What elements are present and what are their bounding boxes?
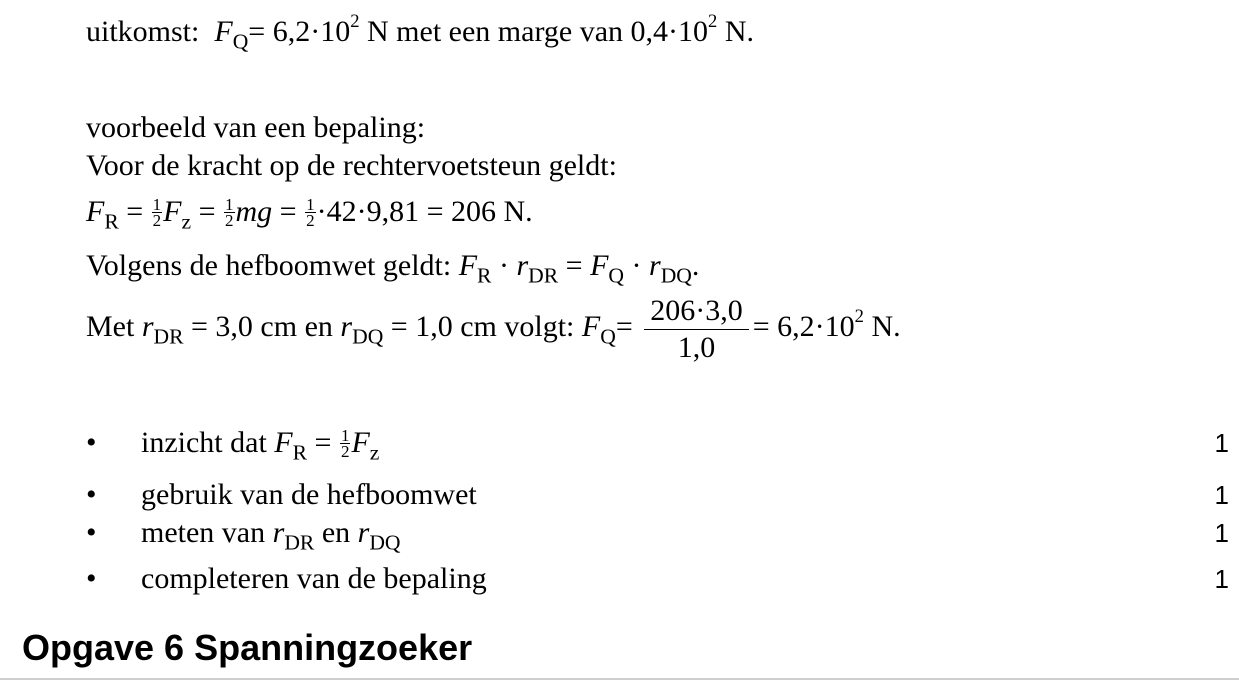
result-line [86, 11, 754, 54]
criterion-item [86, 425, 1229, 465]
equals: = [118, 195, 151, 228]
subscript-dq: DQ [660, 263, 692, 288]
subscript-r: R [104, 209, 119, 234]
force-symbol: F [86, 195, 105, 228]
arm-symbol: r [516, 249, 529, 282]
subscript-z: z [369, 440, 380, 465]
force-symbol: F [581, 310, 601, 343]
subscript-r: R [477, 263, 492, 288]
criterion-text: completeren van de bepaling [141, 562, 487, 595]
fraction-half [152, 194, 163, 230]
denominator: 2 [225, 210, 234, 230]
calc-text: = 3,0 cm en [183, 310, 341, 343]
equals: = [558, 249, 591, 282]
bullet-icon: • [86, 478, 97, 511]
lever-law-line [86, 248, 700, 288]
equals: = [307, 426, 339, 459]
force-statement: Voor de kracht op de rechtervoetsteun geldt: [86, 149, 617, 182]
subscript-z: z [181, 209, 192, 234]
arm-symbol: r [141, 310, 154, 343]
fraction-half [224, 194, 235, 230]
force-symbol: F [163, 195, 182, 228]
numerator: 206·3,0 [644, 293, 749, 330]
calc-text: = 1,0 cm volgt: [383, 310, 582, 343]
subscript-r: R [292, 440, 308, 465]
calculation-line [86, 290, 901, 366]
period: . [691, 249, 700, 282]
arm-symbol: r [272, 516, 285, 549]
force-symbol: F [590, 249, 609, 282]
bullet-icon: • [86, 426, 97, 459]
criterion-item [86, 561, 1229, 597]
subscript-dr: DR [153, 324, 184, 349]
score-value: 1 [1214, 564, 1229, 594]
calc-result: = 6,2·10 [752, 310, 855, 343]
numerator: 1 [306, 194, 315, 214]
numerator: 1 [340, 425, 350, 445]
denominator: 2 [152, 210, 162, 230]
lever-law-text: Volgens de hefboomwet geldt: [86, 249, 459, 282]
subscript-dq: DQ [352, 324, 384, 349]
subscript-q: Q [600, 324, 616, 349]
fraction-half [340, 425, 351, 461]
criterion-label: inzicht dat [141, 426, 275, 459]
unit-text: N. [863, 310, 901, 343]
denominator: 2 [340, 441, 350, 461]
equals: = [272, 195, 305, 228]
mass-gravity: mg [235, 195, 273, 228]
subscript-q: Q [232, 29, 249, 54]
divider [0, 678, 1239, 680]
force-symbol: F [274, 426, 293, 459]
equals: = [191, 195, 223, 228]
margin-text: N met een marge van 0,4·10 [359, 15, 709, 48]
criterion-text [141, 425, 380, 465]
arm-symbol: r [357, 516, 370, 549]
exponent: 2 [708, 11, 718, 33]
bullet-icon: • [86, 516, 97, 549]
denominator: 1,0 [677, 330, 716, 364]
result-value: = 6,2·10 [248, 15, 351, 48]
score-value: 1 [1214, 428, 1229, 458]
numerator: 1 [152, 194, 162, 214]
equation-weight-split [86, 194, 533, 234]
example-intro: voorbeeld van een bepaling: [86, 111, 426, 144]
numerator: 1 [225, 194, 234, 214]
subscript-q: Q [608, 263, 624, 288]
subscript-dr: DR [528, 263, 559, 288]
calc-text: Met [86, 310, 142, 343]
force-symbol: F [351, 426, 370, 459]
section-heading: Opgave 6 Spanningzoeker [22, 627, 473, 668]
criterion-item [86, 515, 1229, 555]
equals: = [615, 310, 641, 343]
bullet-icon: • [86, 562, 97, 595]
arm-symbol: r [649, 249, 661, 282]
times: · [624, 249, 649, 282]
criterion-label: en [314, 516, 358, 549]
arm-symbol: r [340, 310, 353, 343]
fraction-calculation [644, 293, 749, 366]
subscript-dr: DR [284, 530, 315, 555]
score-value: 1 [1214, 518, 1229, 548]
criterion-text: gebruik van de hefboomwet [141, 478, 477, 511]
criterion-label: meten van [141, 516, 273, 549]
exponent: 2 [854, 306, 864, 328]
unit-text: N. [717, 15, 754, 48]
subscript-dq: DQ [369, 530, 401, 555]
fraction-half [305, 194, 316, 230]
force-symbol: F [214, 15, 233, 48]
criterion-text [141, 515, 401, 555]
weight-calculation: ·42·9,81 = 206 N. [316, 195, 533, 228]
denominator: 2 [306, 210, 315, 230]
times: · [491, 249, 517, 282]
score-value: 1 [1214, 480, 1229, 510]
exponent: 2 [350, 11, 360, 33]
criterion-item [86, 477, 1229, 513]
force-symbol: F [458, 249, 478, 282]
result-label: uitkomst: [86, 15, 200, 48]
